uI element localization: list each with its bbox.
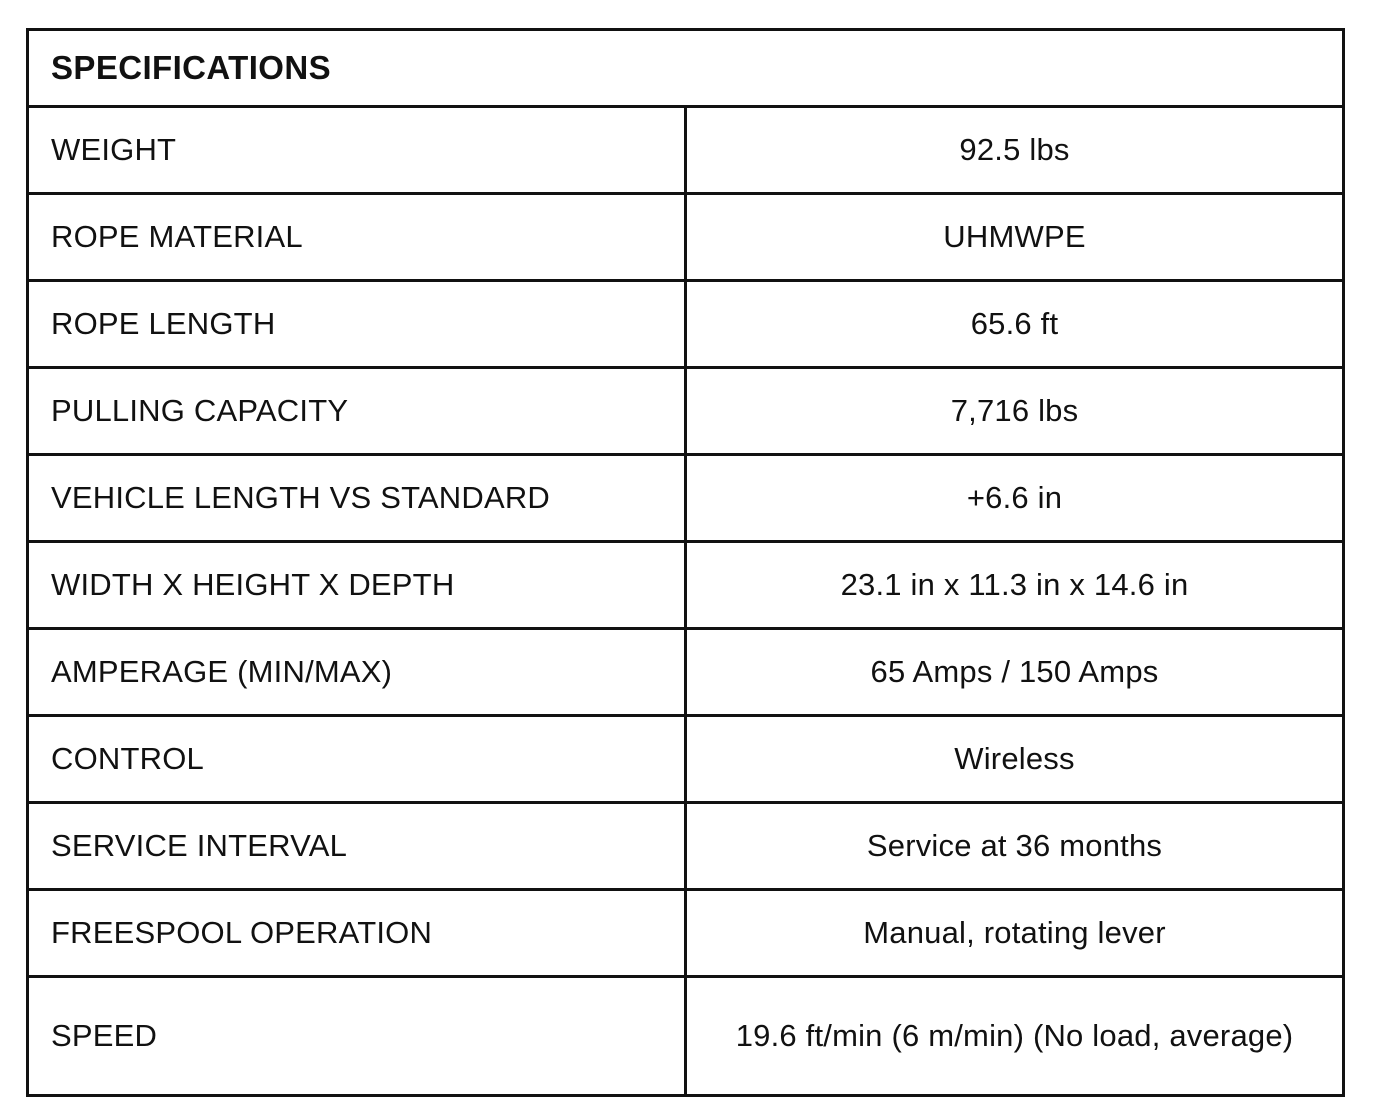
spec-label-service-interval: SERVICE INTERVAL xyxy=(28,803,686,890)
spec-label-pulling-capacity: PULLING CAPACITY xyxy=(28,368,686,455)
spec-label-amperage: AMPERAGE (MIN/MAX) xyxy=(28,629,686,716)
table-row xyxy=(28,629,1344,716)
table-row xyxy=(28,107,1344,194)
spec-value-pulling-capacity: 7,716 lbs xyxy=(686,368,1344,455)
spec-value-freespool-operation: Manual, rotating lever xyxy=(686,890,1344,977)
table-row xyxy=(28,803,1344,890)
spec-value-rope-material: UHMWPE xyxy=(686,194,1344,281)
spec-value-vehicle-length-vs-standard: +6.6 in xyxy=(686,455,1344,542)
spec-value-control: Wireless xyxy=(686,716,1344,803)
specifications-table xyxy=(26,28,1345,1097)
spec-value-amperage: 65 Amps / 150 Amps xyxy=(686,629,1344,716)
spec-label-control: CONTROL xyxy=(28,716,686,803)
table-row xyxy=(28,977,1344,1096)
spec-label-width-height-depth: WIDTH X HEIGHT X DEPTH xyxy=(28,542,686,629)
spec-label-speed: SPEED xyxy=(28,977,686,1096)
table-title: SPECIFICATIONS xyxy=(28,30,1344,107)
table-row xyxy=(28,368,1344,455)
spec-label-rope-material: ROPE MATERIAL xyxy=(28,194,686,281)
table-row xyxy=(28,194,1344,281)
table-row xyxy=(28,542,1344,629)
spec-label-weight: WEIGHT xyxy=(28,107,686,194)
table-row xyxy=(28,890,1344,977)
table-row xyxy=(28,716,1344,803)
spec-label-vehicle-length-vs-standard: VEHICLE LENGTH VS STANDARD xyxy=(28,455,686,542)
spec-value-width-height-depth: 23.1 in x 11.3 in x 14.6 in xyxy=(686,542,1344,629)
table-title-row xyxy=(28,30,1344,107)
spec-value-service-interval: Service at 36 months xyxy=(686,803,1344,890)
table-row xyxy=(28,455,1344,542)
table-row xyxy=(28,281,1344,368)
spec-value-rope-length: 65.6 ft xyxy=(686,281,1344,368)
spec-value-weight: 92.5 lbs xyxy=(686,107,1344,194)
spec-label-freespool-operation: FREESPOOL OPERATION xyxy=(28,890,686,977)
spec-label-rope-length: ROPE LENGTH xyxy=(28,281,686,368)
spec-value-speed: 19.6 ft/min (6 m/min) (No load, average) xyxy=(686,977,1344,1096)
